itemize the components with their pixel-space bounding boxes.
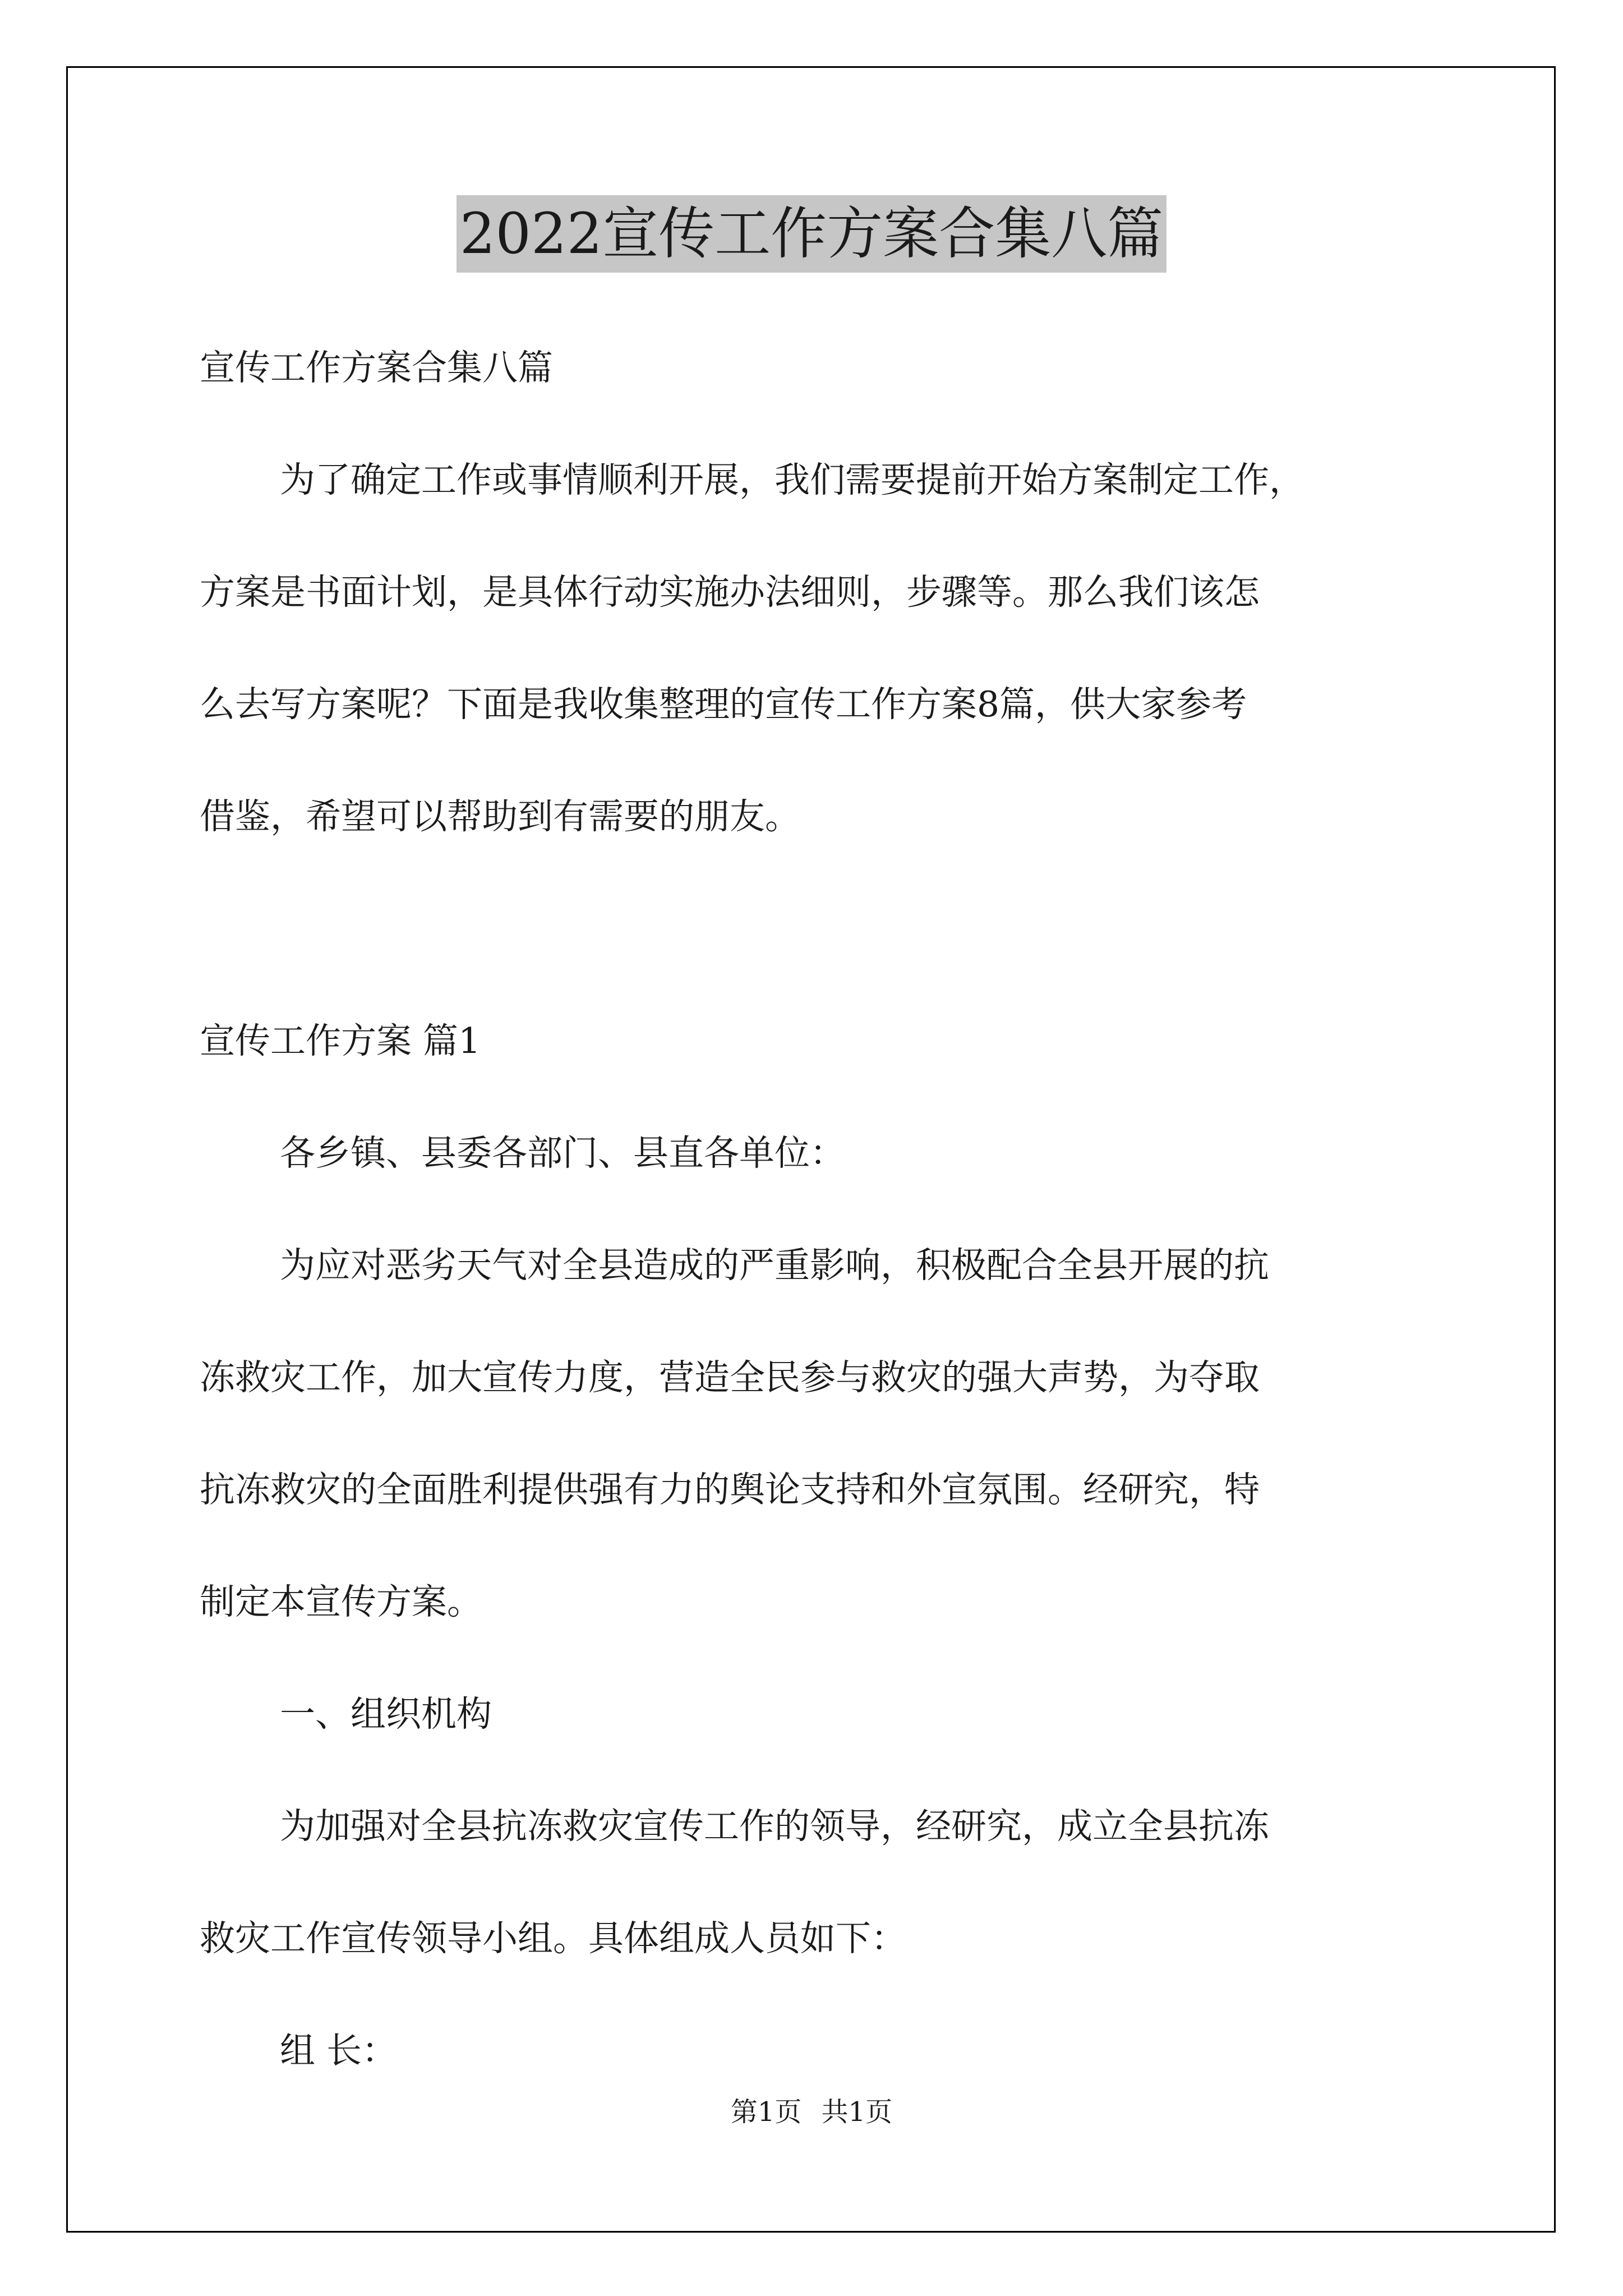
title-container [0,195,1623,273]
section-heading: 宣传工作方案 篇1 [200,1020,481,1061]
para1-line-4: 制定本宣传方案。 [200,1581,482,1622]
addressee-line: 各乡镇、县委各部门、县直各单位： [280,1133,845,1174]
page-footer [0,2095,1623,2129]
para1-line-1: 为应对恶劣天气对全县造成的严重影响，积极配合全县开展的抗 [280,1245,1269,1286]
para2-line-2: 救灾工作宣传领导小组。具体组成人员如下： [200,1918,906,1959]
leader-label: 组 长： [280,2030,398,2071]
page-number-total: 共1页 [821,2096,893,2128]
document-body [200,312,1427,2107]
page-number-current: 第1页 [730,2096,802,2128]
part1-heading: 一、组织机构 [280,1694,492,1734]
document-title: 2022宣传工作方案合集八篇 [457,195,1167,273]
intro-line-3: 么去写方案呢？下面是我收集整理的宣传工作方案8篇，供大家参考 [200,684,1247,725]
intro-line-2: 方案是书面计划，是具体行动实施办法细则，步骤等。那么我们该怎 [200,572,1260,613]
para1-line-2: 冻救灾工作，加大宣传力度，营造全民参与救灾的强大声势，为夺取 [200,1357,1260,1398]
intro-line-4: 借鉴，希望可以帮助到有需要的朋友。 [200,796,800,837]
para2-line-1: 为加强对全县抗冻救灾宣传工作的领导，经研究，成立全县抗冻 [280,1806,1269,1847]
section-gap [200,873,1427,985]
document-subtitle: 宣传工作方案合集八篇 [200,347,553,388]
para1-line-3: 抗冻救灾的全面胜利提供强有力的舆论支持和外宣氛围。经研究，特 [200,1469,1260,1510]
intro-line-1: 为了确定工作或事情顺利开展，我们需要提前开始方案制定工作， [280,459,1304,500]
